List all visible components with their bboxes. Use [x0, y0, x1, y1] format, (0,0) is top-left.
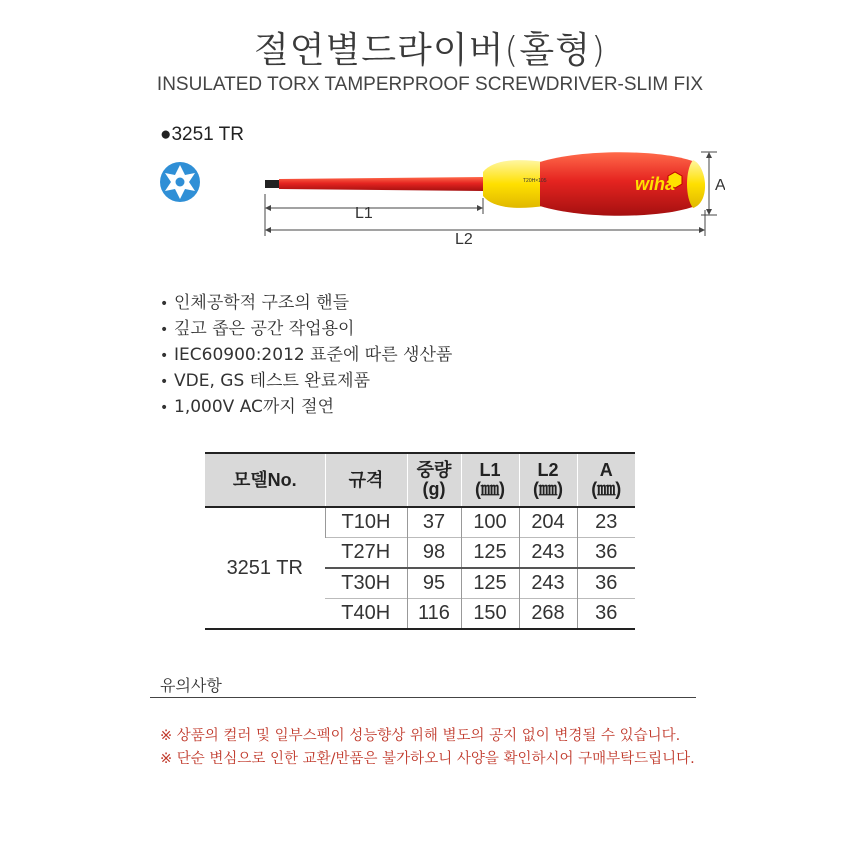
- list-item: • 1,000V AC까지 절연: [160, 397, 334, 417]
- table-header-row: [205, 453, 635, 507]
- list-item: • 깊고 좁은 공간 작업용이: [160, 319, 355, 339]
- list-item: • IEC60900:2012 표준에 따른 생산품: [160, 345, 453, 365]
- header-a: A (㎜): [577, 453, 635, 507]
- torx-star-icon: [158, 160, 202, 208]
- dimension-l1-label: L1: [355, 205, 373, 222]
- notice-line: ※ 상품의 컬러 및 일부스펙이 성능향상 위해 별도의 공지 없이 변경될 수 있습니다.: [160, 728, 681, 744]
- screwdriver-diagram: [255, 148, 725, 252]
- insulated-shaft: [279, 177, 483, 191]
- handle-label: T20H×105: [523, 178, 547, 184]
- page-subtitle: INSULATED TORX TAMPERPROOF SCREWDRIVER-SLIM FIX: [156, 74, 704, 95]
- notice-title: 유의사항: [160, 676, 222, 695]
- handle-collar: [483, 160, 545, 208]
- table-row: T27H 98 125 243 36: [205, 538, 635, 569]
- table-row: T30H 95 125 243 36: [205, 568, 635, 599]
- list-item: • VDE, GS 테스트 완료제품: [160, 371, 370, 391]
- dimension-a-label: A: [715, 177, 725, 194]
- dimension-l2-label: L2: [455, 231, 473, 248]
- divider: [150, 697, 696, 698]
- table-row: T40H 116 150 268 36: [205, 599, 635, 630]
- notice-line: ※ 단순 변심으로 인한 교환/반품은 불가하오니 사양을 확인하시어 구매부탁드립니다.: [160, 751, 695, 767]
- header-model: 모델No.: [205, 453, 325, 507]
- feature-list: [160, 290, 452, 420]
- list-item: • 인체공학적 구조의 핸들: [160, 293, 350, 313]
- header-l1: L1 (㎜): [461, 453, 519, 507]
- page-title: 절연별드라이버(홀형): [253, 30, 607, 71]
- screwdriver-tip: [265, 180, 281, 188]
- spec-table: [205, 452, 635, 630]
- header-size: 규격: [325, 453, 407, 507]
- model-number: ●3251 TR: [160, 124, 245, 145]
- header-weight: 중량 (g): [407, 453, 461, 507]
- brand-logo: wiha: [635, 174, 676, 194]
- table-row: 3251 TR T10H 37 100 204 23: [205, 507, 635, 538]
- header-l2: L2 (㎜): [519, 453, 577, 507]
- model-cell: 3251 TR: [226, 556, 303, 579]
